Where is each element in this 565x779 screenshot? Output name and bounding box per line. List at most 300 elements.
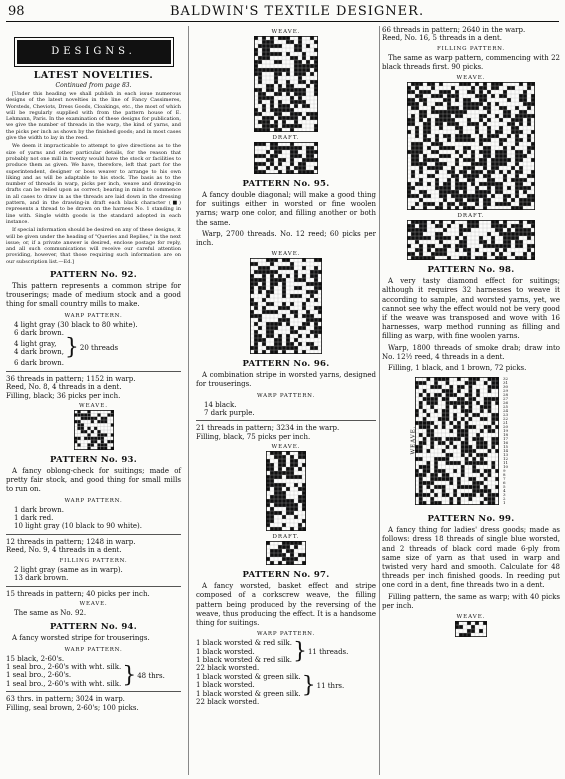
grid-cell bbox=[467, 122, 471, 126]
grid-cell bbox=[104, 443, 107, 446]
grid-cell bbox=[270, 104, 274, 108]
brace: } bbox=[301, 672, 316, 698]
grid-cell bbox=[491, 134, 495, 138]
grid-cell bbox=[302, 266, 306, 270]
grid-cell bbox=[483, 244, 487, 248]
grid-cell bbox=[426, 393, 430, 397]
grid-cell bbox=[463, 106, 467, 110]
grid-cell bbox=[507, 86, 511, 90]
grid-cell bbox=[443, 134, 447, 138]
grid-cell bbox=[298, 146, 302, 150]
grid-cell bbox=[438, 417, 442, 421]
grid-cell bbox=[90, 440, 93, 443]
grid-cell bbox=[447, 138, 451, 142]
grid-cell bbox=[443, 182, 447, 186]
grid-cell bbox=[426, 397, 430, 401]
grid-cell bbox=[491, 417, 495, 421]
grid-cell bbox=[419, 90, 423, 94]
grid-cell bbox=[282, 68, 286, 72]
grid-cell bbox=[511, 126, 515, 130]
scale-number: 11 bbox=[503, 460, 509, 466]
running-title: BALDWIN'S TEXTILE DESIGNER. bbox=[170, 4, 425, 19]
grid-cell bbox=[262, 162, 266, 166]
grid-cell bbox=[503, 198, 507, 202]
grid-cell bbox=[457, 401, 461, 405]
grid-cell bbox=[491, 493, 495, 497]
grid-cell bbox=[258, 154, 262, 158]
grid-cell bbox=[511, 166, 515, 170]
grid-cell bbox=[415, 232, 419, 236]
grid-cell bbox=[274, 471, 278, 475]
grid-cell bbox=[427, 90, 431, 94]
grid-cell bbox=[459, 228, 463, 232]
grid-cell bbox=[484, 417, 488, 421]
grid-cell bbox=[455, 236, 459, 240]
grid-cell bbox=[499, 252, 503, 256]
grid-cell bbox=[442, 477, 446, 481]
grid-cell bbox=[519, 228, 523, 232]
grid-cell bbox=[278, 503, 282, 507]
grid-cell bbox=[442, 413, 446, 417]
grid-cell bbox=[523, 228, 527, 232]
grid-cell bbox=[471, 106, 475, 110]
grid-cell bbox=[423, 202, 427, 206]
grid-cell bbox=[310, 158, 314, 162]
grid-cell bbox=[411, 232, 415, 236]
grid-cell bbox=[419, 421, 423, 425]
grid-cell bbox=[270, 274, 274, 278]
grid-cell bbox=[519, 98, 523, 102]
grid-cell bbox=[468, 405, 472, 409]
grid-cell bbox=[270, 495, 274, 499]
grid-cell bbox=[499, 182, 503, 186]
grid-cell bbox=[435, 110, 439, 114]
grid-cell bbox=[519, 198, 523, 202]
scale-number: 13 bbox=[503, 452, 509, 458]
grid-cell bbox=[254, 330, 258, 334]
grid-cell bbox=[270, 84, 274, 88]
grid-cell bbox=[258, 44, 262, 48]
grid-cell bbox=[480, 405, 484, 409]
grid-cell bbox=[419, 449, 423, 453]
weave-note: The same as No. 92. bbox=[14, 608, 87, 617]
grid-cell bbox=[290, 459, 294, 463]
grid-cell bbox=[488, 409, 492, 413]
grid-cell bbox=[503, 224, 507, 228]
grid-cell bbox=[266, 124, 270, 128]
grid-cell bbox=[447, 170, 451, 174]
grid-cell bbox=[515, 186, 519, 190]
grid-cell bbox=[274, 553, 278, 557]
grid-cell bbox=[286, 104, 290, 108]
grid-cell bbox=[298, 487, 302, 491]
grid-cell bbox=[465, 485, 469, 489]
grid-cell bbox=[290, 40, 294, 44]
grid-cell bbox=[483, 166, 487, 170]
grid-cell bbox=[483, 252, 487, 256]
grid-cell bbox=[278, 92, 282, 96]
grid-cell bbox=[290, 158, 294, 162]
grid-cell bbox=[507, 122, 511, 126]
grid-cell bbox=[415, 236, 419, 240]
grid-cell bbox=[515, 150, 519, 154]
grid-cell bbox=[480, 409, 484, 413]
grid-cell bbox=[270, 471, 274, 475]
grid-cell bbox=[459, 625, 463, 629]
pattern-92-description: This pattern represents a common stripe for trouserings; made of medium stock and a good thing for small country mills to make. bbox=[6, 282, 181, 309]
grid-cell bbox=[282, 459, 286, 463]
grid-cell bbox=[484, 405, 488, 409]
grid-cell bbox=[262, 68, 266, 72]
grid-cell bbox=[419, 110, 423, 114]
grid-cell bbox=[270, 346, 274, 350]
grid-cell bbox=[298, 76, 302, 80]
grid-cell bbox=[507, 236, 511, 240]
grid-cell bbox=[468, 409, 472, 413]
warp-line: 1 black worsted & red silk. bbox=[196, 639, 292, 648]
grid-cell bbox=[87, 413, 90, 416]
grid-cell bbox=[471, 162, 475, 166]
grid-cell bbox=[411, 98, 415, 102]
grid-cell bbox=[278, 278, 282, 282]
grid-cell bbox=[487, 150, 491, 154]
grid-cell bbox=[415, 130, 419, 134]
grid-cell bbox=[423, 465, 427, 469]
grid-cell bbox=[302, 326, 306, 330]
grid-cell bbox=[455, 158, 459, 162]
grid-cell bbox=[484, 477, 488, 481]
grid-cell bbox=[461, 465, 465, 469]
grid-cell bbox=[495, 154, 499, 158]
grid-cell bbox=[442, 473, 446, 477]
grid-cell bbox=[419, 182, 423, 186]
grid-cell bbox=[90, 443, 93, 446]
grid-cell bbox=[290, 310, 294, 314]
grid-cell bbox=[282, 124, 286, 128]
grid-cell bbox=[442, 489, 446, 493]
grid-cell bbox=[523, 110, 527, 114]
grid-cell bbox=[100, 433, 103, 436]
grid-cell bbox=[491, 381, 495, 385]
grid-cell bbox=[465, 449, 469, 453]
grid-cell bbox=[266, 270, 270, 274]
scale-number: 15 bbox=[503, 444, 509, 450]
grid-cell bbox=[439, 252, 443, 256]
warp-line: 1 black worsted & green silk. bbox=[196, 689, 301, 698]
grid-cell bbox=[97, 420, 100, 423]
grid-cell bbox=[282, 104, 286, 108]
grid-cell bbox=[483, 190, 487, 194]
grid-cell bbox=[495, 134, 499, 138]
grid-cell bbox=[278, 553, 282, 557]
grid-cell bbox=[457, 397, 461, 401]
grid-cell bbox=[435, 158, 439, 162]
scale-number: 4 bbox=[503, 488, 506, 494]
grid-cell bbox=[467, 106, 471, 110]
grid-cell bbox=[511, 236, 515, 240]
grid-cell bbox=[491, 178, 495, 182]
grid-cell bbox=[314, 278, 318, 282]
pattern-97-description: A fancy worsted, basket effect and stripe composed of a corkscrew weave, the filling pattern being produced by the reversing of the weave, thus producing the effect. It is a handsome thing for suitings. bbox=[196, 582, 376, 628]
grid-cell bbox=[314, 330, 318, 334]
grid-cell bbox=[427, 236, 431, 240]
grid-cell bbox=[431, 142, 435, 146]
grid-cell bbox=[471, 170, 475, 174]
grid-cell bbox=[274, 80, 278, 84]
grid-cell bbox=[290, 96, 294, 100]
grid-cell bbox=[443, 248, 447, 252]
grid-cell bbox=[298, 286, 302, 290]
grid-cell bbox=[274, 342, 278, 346]
grid-cell bbox=[471, 158, 475, 162]
grid-cell bbox=[286, 487, 290, 491]
warp-pattern-label: WARP PATTERN. bbox=[256, 631, 315, 638]
grid-cell bbox=[523, 186, 527, 190]
grid-cell bbox=[511, 252, 515, 256]
summary-line: Filling, black; 36 picks per inch. bbox=[6, 391, 121, 400]
grid-cell bbox=[483, 122, 487, 126]
grid-cell bbox=[434, 465, 438, 469]
grid-cell bbox=[290, 471, 294, 475]
grid-cell bbox=[438, 441, 442, 445]
grid-cell bbox=[503, 150, 507, 154]
grid-cell bbox=[314, 282, 318, 286]
grid-cell bbox=[286, 274, 290, 278]
grid-cell bbox=[423, 473, 427, 477]
grid-cell bbox=[278, 274, 282, 278]
grid-cell bbox=[515, 174, 519, 178]
grid-cell bbox=[266, 294, 270, 298]
grid-cell bbox=[455, 106, 459, 110]
grid-cell bbox=[475, 94, 479, 98]
grid-cell bbox=[434, 457, 438, 461]
warp-line: 7 dark purple. bbox=[204, 409, 255, 418]
grid-cell bbox=[262, 338, 266, 342]
grid-cell bbox=[471, 154, 475, 158]
grid-cell bbox=[503, 90, 507, 94]
grid-cell bbox=[270, 515, 274, 519]
grid-cell bbox=[427, 126, 431, 130]
scale-number: 14 bbox=[503, 448, 509, 454]
grid-cell bbox=[503, 244, 507, 248]
grid-cell bbox=[290, 346, 294, 350]
section-title: LATEST NOVELTIES. bbox=[33, 70, 154, 81]
grid-cell bbox=[503, 236, 507, 240]
grid-cell bbox=[475, 194, 479, 198]
grid-cell bbox=[471, 178, 475, 182]
grid-cell bbox=[499, 130, 503, 134]
grid-cell bbox=[306, 334, 310, 338]
draft-label: DRAFT. bbox=[272, 534, 300, 541]
grid-cell bbox=[278, 84, 282, 88]
grid-cell bbox=[457, 421, 461, 425]
grid-cell bbox=[100, 417, 103, 420]
grid-cell bbox=[278, 104, 282, 108]
grid-cell bbox=[294, 104, 298, 108]
grid-cell bbox=[97, 433, 100, 436]
grid-cell bbox=[443, 190, 447, 194]
grid-cell bbox=[465, 433, 469, 437]
grid-cell bbox=[499, 244, 503, 248]
grid-cell bbox=[480, 473, 484, 477]
grid-cell bbox=[459, 186, 463, 190]
grid-cell bbox=[97, 443, 100, 446]
scale-number: 12 bbox=[503, 456, 509, 462]
grid-cell bbox=[443, 154, 447, 158]
grid-cell bbox=[294, 124, 298, 128]
weave-label: WEAVE. bbox=[271, 251, 301, 258]
grid-cell bbox=[449, 393, 453, 397]
grid-cell bbox=[467, 198, 471, 202]
scale-number: 27 bbox=[503, 396, 509, 402]
scale-number: 22 bbox=[503, 416, 509, 422]
grid-cell bbox=[435, 236, 439, 240]
grid-cell bbox=[274, 108, 278, 112]
grid-cell bbox=[461, 405, 465, 409]
grid-cell bbox=[467, 194, 471, 198]
grid-cell bbox=[507, 114, 511, 118]
grid-cell bbox=[411, 186, 415, 190]
grid-cell bbox=[503, 178, 507, 182]
grid-cell bbox=[479, 236, 483, 240]
grid-cell bbox=[258, 76, 262, 80]
grid-cell bbox=[294, 459, 298, 463]
grid-cell bbox=[80, 417, 83, 420]
grid-cell bbox=[411, 150, 415, 154]
grid-cell bbox=[270, 334, 274, 338]
grid-cell bbox=[278, 455, 282, 459]
grid-cell bbox=[439, 146, 443, 150]
grid-cell bbox=[435, 122, 439, 126]
grid-cell bbox=[262, 278, 266, 282]
grid-cell bbox=[468, 497, 472, 501]
grid-cell bbox=[479, 182, 483, 186]
grid-cell bbox=[427, 118, 431, 122]
grid-cell bbox=[310, 72, 314, 76]
grid-cell bbox=[310, 318, 314, 322]
grid-cell bbox=[439, 232, 443, 236]
grid-cell bbox=[507, 98, 511, 102]
grid-cell bbox=[427, 166, 431, 170]
grid-cell bbox=[439, 166, 443, 170]
grid-cell bbox=[302, 72, 306, 76]
grid-cell bbox=[447, 202, 451, 206]
grid-cell bbox=[266, 158, 270, 162]
grid-cell bbox=[290, 503, 294, 507]
grid-cell bbox=[274, 154, 278, 158]
grid-cell bbox=[467, 102, 471, 106]
grid-cell bbox=[487, 110, 491, 114]
grid-cell bbox=[475, 202, 479, 206]
grid-cell bbox=[515, 130, 519, 134]
grid-cell bbox=[472, 493, 476, 497]
grid-cell bbox=[468, 425, 472, 429]
grid-cell bbox=[475, 162, 479, 166]
grid-cell bbox=[499, 150, 503, 154]
grid-cell bbox=[472, 437, 476, 441]
grid-cell bbox=[423, 228, 427, 232]
grid-cell bbox=[434, 473, 438, 477]
filling-line: 2 light gray (same as in warp). bbox=[14, 565, 123, 574]
summary-line: 15 threads in pattern; 40 picks per inch. bbox=[6, 589, 150, 598]
grid-cell bbox=[258, 100, 262, 104]
grid-cell bbox=[471, 194, 475, 198]
grid-cell bbox=[480, 457, 484, 461]
grid-cell bbox=[479, 150, 483, 154]
grid-cell bbox=[503, 114, 507, 118]
continued-note: Continued from page 83. bbox=[55, 82, 132, 89]
grid-cell bbox=[290, 302, 294, 306]
grid-cell bbox=[274, 166, 278, 170]
grid-cell bbox=[274, 282, 278, 286]
grid-cell bbox=[298, 166, 302, 170]
grid-cell bbox=[519, 130, 523, 134]
grid-cell bbox=[476, 437, 480, 441]
grid-cell bbox=[419, 166, 423, 170]
column-middle bbox=[196, 26, 376, 707]
divider bbox=[6, 371, 181, 372]
grid-cell bbox=[468, 449, 472, 453]
grid-cell bbox=[282, 318, 286, 322]
grid-cell bbox=[415, 182, 419, 186]
grid-cell bbox=[491, 236, 495, 240]
grid-cell bbox=[270, 100, 274, 104]
grid-cell bbox=[435, 178, 439, 182]
grid-cell bbox=[423, 122, 427, 126]
grid-cell bbox=[282, 116, 286, 120]
grid-cell bbox=[107, 413, 110, 416]
warp-line: 1 black worsted & green silk. bbox=[196, 672, 301, 681]
grid-cell bbox=[511, 122, 515, 126]
grid-cell bbox=[479, 240, 483, 244]
grid-cell bbox=[447, 94, 451, 98]
grid-cell bbox=[461, 417, 465, 421]
weave-grid-98 bbox=[407, 82, 535, 210]
grid-cell bbox=[515, 138, 519, 142]
grid-cell bbox=[290, 553, 294, 557]
grid-cell bbox=[266, 96, 270, 100]
grid-cell bbox=[461, 449, 465, 453]
weave-grid-99 bbox=[415, 377, 499, 505]
grid-cell bbox=[435, 138, 439, 142]
grid-cell bbox=[286, 84, 290, 88]
grid-cell bbox=[488, 429, 492, 433]
grid-cell bbox=[423, 224, 427, 228]
grid-cell bbox=[262, 154, 266, 158]
grid-cell bbox=[294, 92, 298, 96]
grid-cell bbox=[282, 455, 286, 459]
grid-cell bbox=[472, 457, 476, 461]
grid-cell bbox=[302, 116, 306, 120]
grid-cell bbox=[262, 286, 266, 290]
summary-line: Filling, black, 75 picks per inch. bbox=[196, 432, 311, 441]
grid-cell bbox=[290, 146, 294, 150]
summary-line: 66 threads in pattern; 2640 in the warp. bbox=[382, 26, 526, 34]
grid-cell bbox=[306, 60, 310, 64]
grid-cell bbox=[491, 252, 495, 256]
grid-cell bbox=[487, 134, 491, 138]
grid-cell bbox=[84, 417, 87, 420]
grid-cell bbox=[484, 381, 488, 385]
grid-cell bbox=[459, 138, 463, 142]
grid-cell bbox=[451, 166, 455, 170]
grid-cell bbox=[290, 330, 294, 334]
grid-cell bbox=[415, 86, 419, 90]
grid-cell bbox=[294, 330, 298, 334]
grid-cell bbox=[294, 56, 298, 60]
grid-cell bbox=[451, 174, 455, 178]
grid-cell bbox=[298, 455, 302, 459]
